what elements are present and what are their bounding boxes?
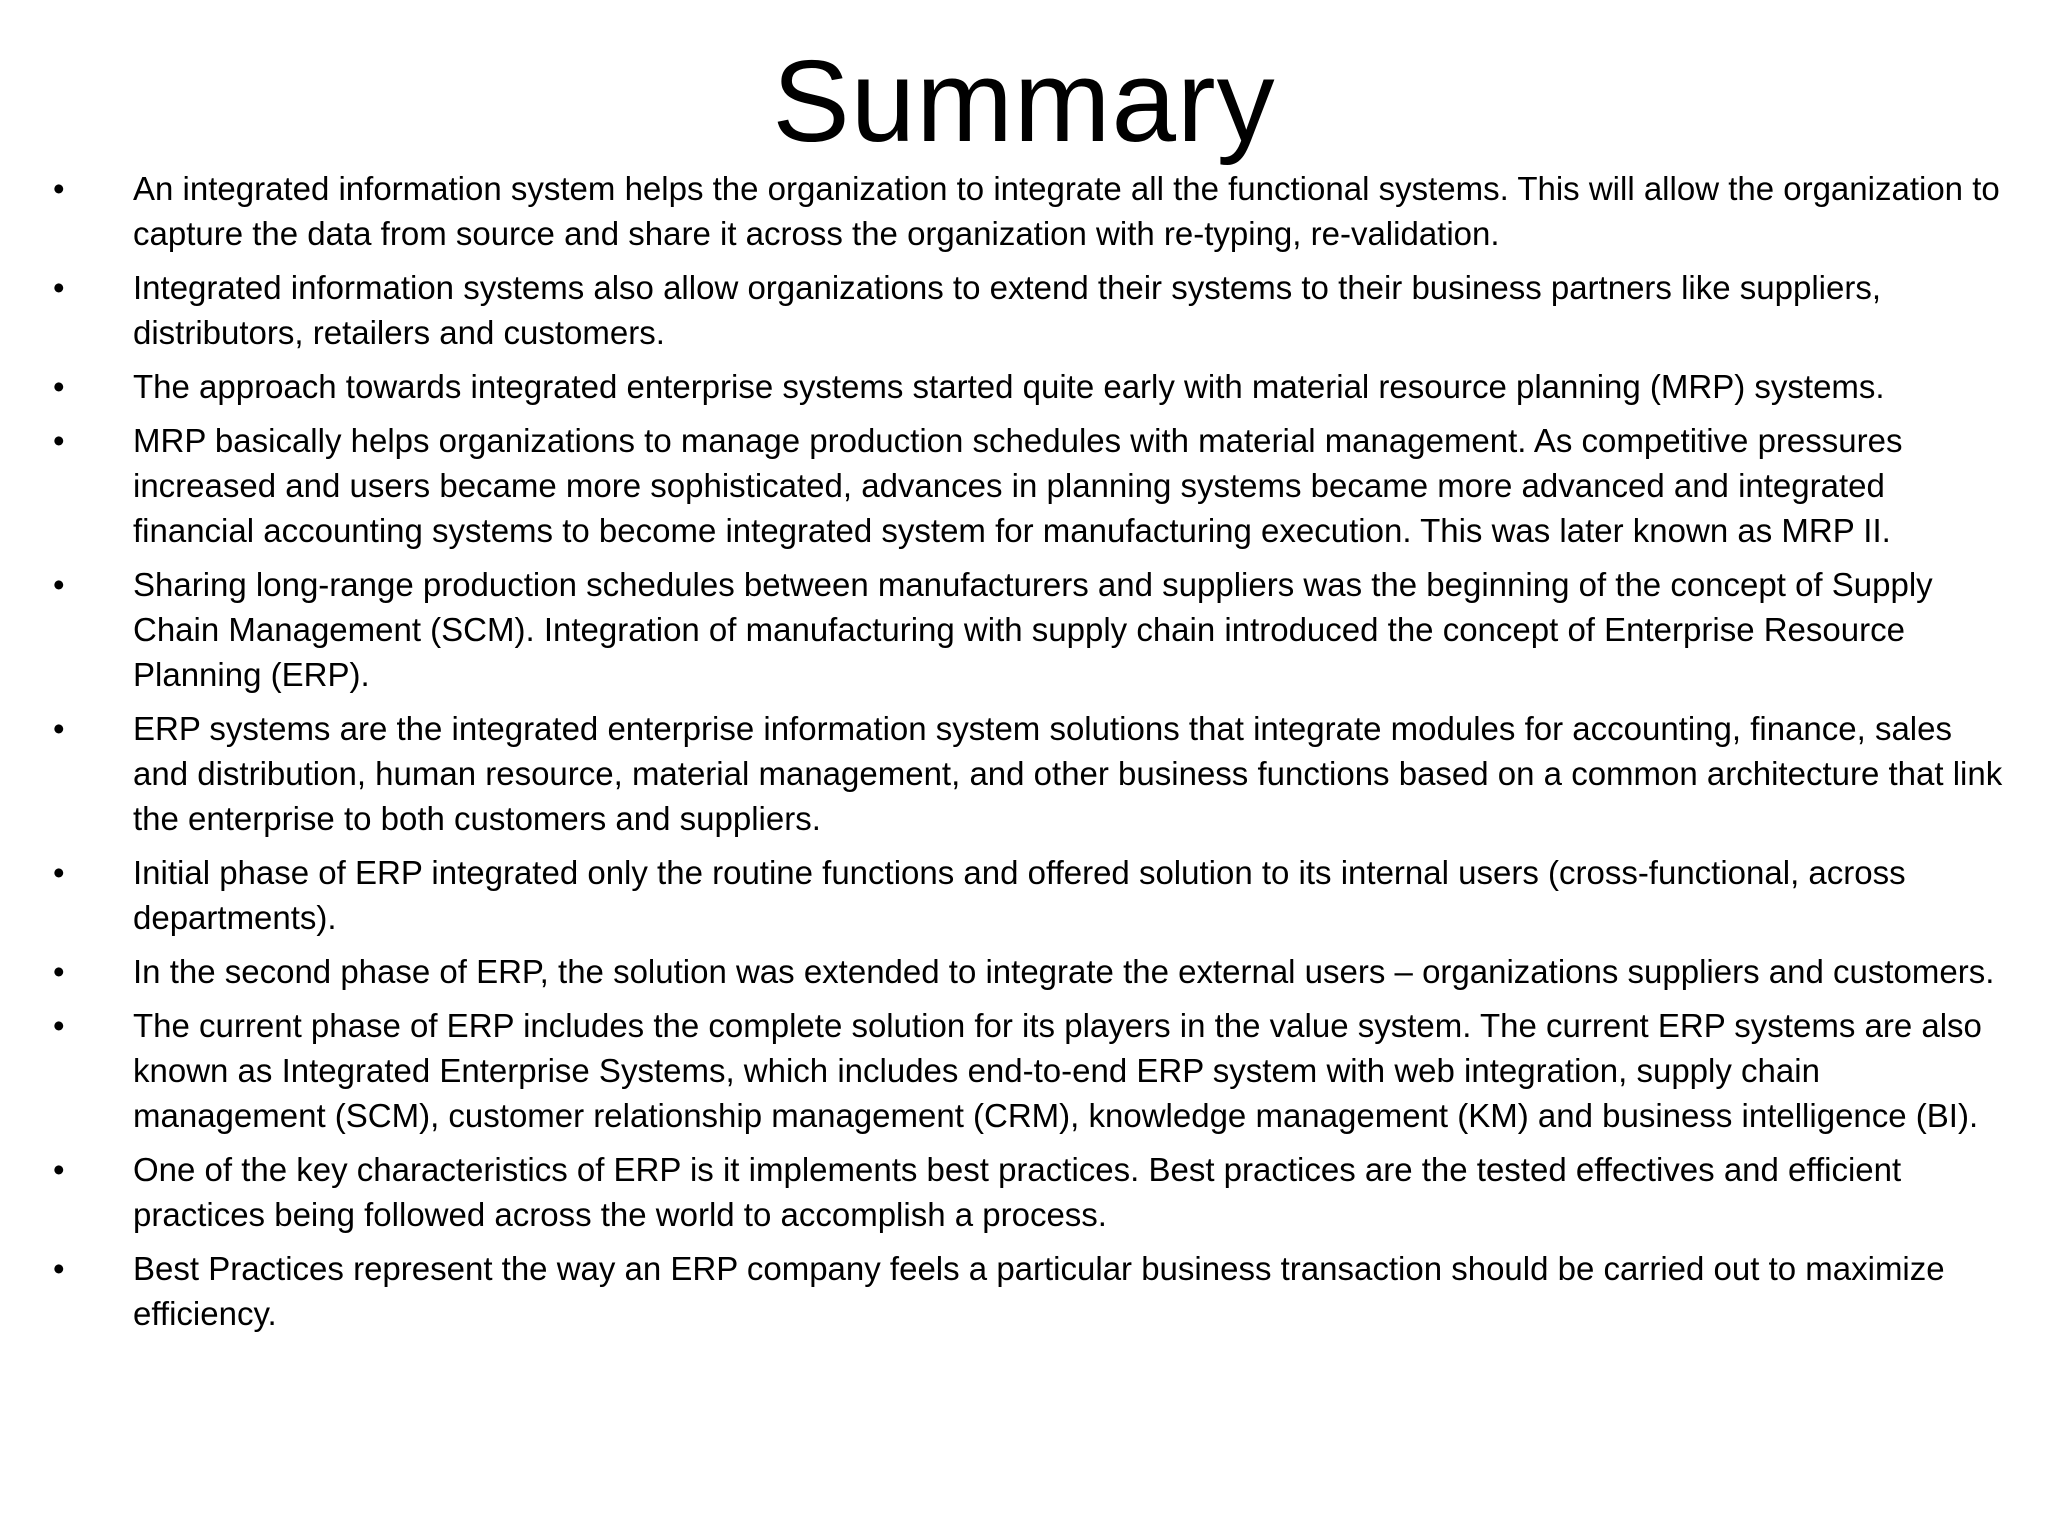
list-item (0, 166, 2048, 256)
bullet-icon: • (53, 368, 65, 405)
bullet-icon: • (53, 953, 65, 990)
bullet-icon: • (53, 710, 65, 747)
bullet-icon: • (53, 170, 65, 207)
bullet-icon: • (53, 1250, 65, 1287)
bullet-text: An integrated information system helps the organization to integrate all the functional systems. This will allow the organization to capture the data from source and share it across the organization with re-typing, re-validation. (133, 170, 2000, 252)
bullet-text: Sharing long-range production schedules between manufacturers and suppliers was the beginning of the concept of Supply Chain Management (SCM). Integration of manufacturing with supply chain introduced the concept of Enterprise Resource Planning (ERP). (133, 566, 1933, 693)
bullet-icon: • (53, 566, 65, 603)
list-item (0, 562, 2048, 697)
list-item (0, 1246, 2048, 1336)
list-item (0, 418, 2048, 553)
bullet-text: The approach towards integrated enterprise systems started quite early with material resource planning (MRP) systems. (133, 368, 1885, 405)
bullet-list (0, 166, 2048, 1345)
bullet-text: In the second phase of ERP, the solution was extended to integrate the external users – organizations suppliers and customers. (133, 953, 1995, 990)
bullet-icon: • (53, 1151, 65, 1188)
bullet-text: One of the key characteristics of ERP is it implements best practices. Best practices are the tested effectives and efficient practices being followed across the world to accomplish a process. (133, 1151, 1902, 1233)
list-item (0, 850, 2048, 940)
list-item (0, 265, 2048, 355)
bullet-text: Initial phase of ERP integrated only the routine functions and offered solution to its internal users (cross-functional, across departments). (133, 854, 1906, 936)
bullet-icon: • (53, 854, 65, 891)
bullet-text: Integrated information systems also allow organizations to extend their systems to their business partners like suppliers, distributors, retailers and customers. (133, 269, 1882, 351)
list-item (0, 364, 2048, 409)
bullet-text: The current phase of ERP includes the complete solution for its players in the value system. The current ERP systems are also known as Integrated Enterprise Systems, which includes end-to-end ERP system with web integration, supply chain management (SCM), customer relationship management (CRM), knowledge management (KM) and business intelligence (BI). (133, 1007, 1982, 1134)
slide-title: Summary (772, 36, 1276, 166)
list-item (0, 706, 2048, 841)
list-item (0, 1003, 2048, 1138)
bullet-text: Best Practices represent the way an ERP company feels a particular business transaction should be carried out to maximize efficiency. (133, 1250, 1945, 1332)
list-item (0, 1147, 2048, 1237)
bullet-text: MRP basically helps organizations to manage production schedules with material management. As competitive pressures increased and users became more sophisticated, advances in planning systems became more advanced and integrated financial accounting systems to become integrated system for manufacturing execution. This was later known as MRP II. (133, 422, 1903, 549)
bullet-icon: • (53, 269, 65, 306)
bullet-text: ERP systems are the integrated enterprise information system solutions that integrate modules for accounting, finance, sales and distribution, human resource, material management, and other business functions based on a common architecture that link the enterprise to both customers and suppliers. (133, 710, 2003, 837)
bullet-icon: • (53, 422, 65, 459)
bullet-icon: • (53, 1007, 65, 1044)
list-item (0, 949, 2048, 994)
